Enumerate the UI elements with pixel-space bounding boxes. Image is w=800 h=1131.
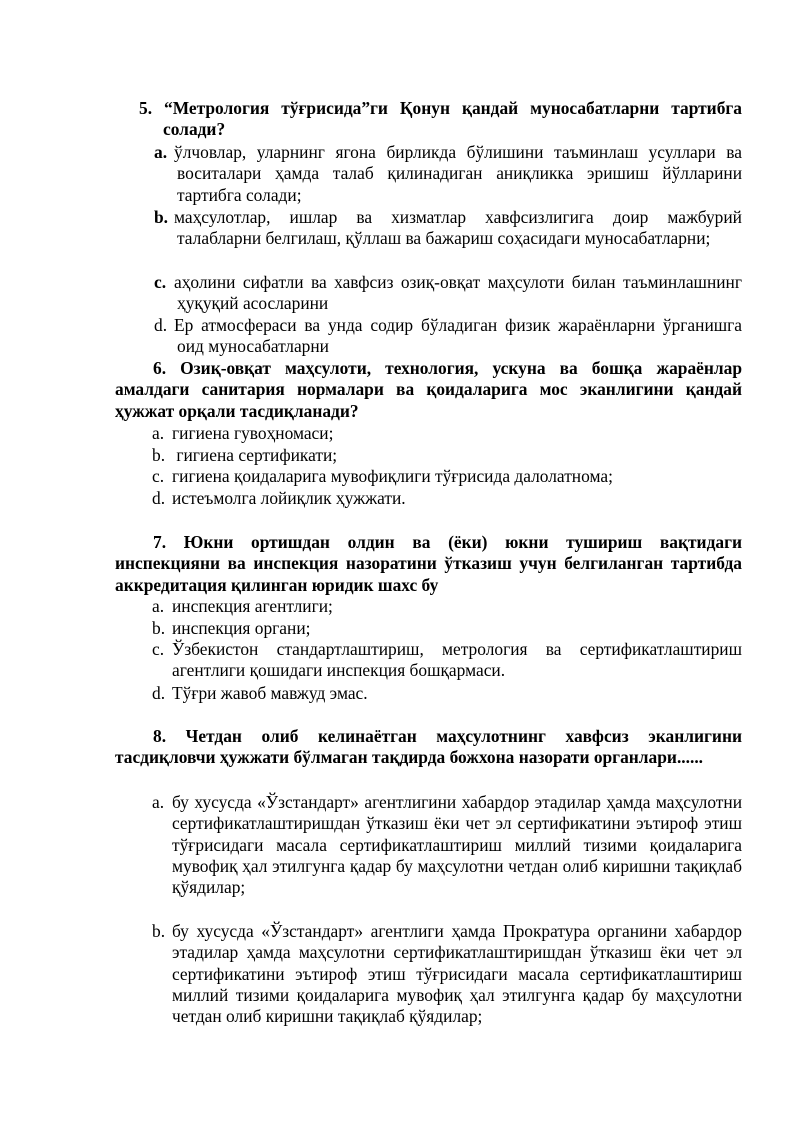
option-label: c. bbox=[152, 466, 165, 486]
question-number: 5. bbox=[139, 98, 153, 118]
question-8 bbox=[115, 726, 742, 769]
option-7c bbox=[152, 639, 742, 682]
option-label: a. bbox=[152, 423, 165, 443]
option-label: a. bbox=[152, 792, 165, 812]
option-text: инспекция агентлиги; bbox=[172, 596, 333, 616]
option-8a bbox=[152, 792, 742, 898]
question-number: 6. bbox=[153, 358, 167, 378]
question-number: 7. bbox=[153, 532, 167, 552]
question-text: Четдан олиб келинаётган маҳсулотнинг хавфсиз эканлигини тасдиқловчи ҳужжати бўлмаган тақдирда божхона назорати органлари...... bbox=[115, 726, 742, 768]
option-6b bbox=[152, 445, 742, 466]
option-label: c. bbox=[154, 272, 167, 292]
option-6d bbox=[152, 488, 742, 509]
question-6 bbox=[115, 358, 742, 422]
option-text: бу хусусда «Ўзстандарт» агентлиги ҳамда Прократура органини хабардор этадилар ҳамда маҳсулотни сертификатлаштиришдан ўтказиш ёки чет эл сертификатини эътироф этиш тўғрисидаги масала сертификатлаштириш миллий тизими қоидаларига мувофиқ ҳал этилгунга қадар бу маҳсулотни четдан олиб киришни тақиқлаб қўядилар; bbox=[172, 921, 742, 1027]
question-number: 8. bbox=[153, 726, 167, 746]
question-text: “Метрология тўғрисида”ги Қонун қандай муносабатларни тартибга солади? bbox=[163, 98, 742, 140]
option-5d bbox=[154, 315, 742, 358]
question-text: Озиқ-овқат маҳсулоти, технология, ускуна ва бошқа жараёнлар амалдаги санитария нормалари ва қоидаларига мос эканлигини қандай ҳужжат орқали тасдиқланади? bbox=[115, 358, 743, 421]
option-label: b. bbox=[152, 445, 166, 465]
option-7a bbox=[152, 596, 742, 617]
option-text: ўлчовлар, уларнинг ягона бирликда бўлишини таъминлаш усуллари ва воситалари ҳамда талаб қилинадиган аниқликка эришиш йўлларини тартибга солади; bbox=[174, 142, 742, 205]
option-label: b. bbox=[152, 921, 166, 941]
option-text: Тўғри жавоб мавжуд эмас. bbox=[172, 683, 368, 703]
option-text: Ўзбекистон стандартлаштириш, метрология ва сертификатлаштириш агентлиги қошидаги инспекция бошқармаси. bbox=[172, 639, 742, 681]
option-text: Ер атмосфераси ва унда содир бўладиган физик жараёнларни ўрганишга оид муносабатларни bbox=[174, 315, 742, 357]
option-label: b. bbox=[154, 207, 169, 227]
question-text: Юкни ортишдан олдин ва (ёки) юкни тушириш вақтидаги инспекцияни ва инспекция назоратини ўтказиш учун белгиланган тартибда аккредитация қилинган юридик шахс бу bbox=[115, 532, 742, 595]
option-5b bbox=[154, 207, 742, 250]
option-text: гигиена сертификати; bbox=[172, 445, 338, 465]
option-7b bbox=[152, 618, 742, 639]
option-7d bbox=[152, 683, 742, 704]
option-text: бу хусусда «Ўзстандарт» агентлигини хабардор этадилар ҳамда маҳсулотни сертификатлаштиришдан ўтказиш ёки чет эл сертификатини эътироф этиш тўғрисидаги масала сертификатлаштириш миллий тизими қоидаларига мувофиқ ҳал этилгунга қадар бу маҳсулотни четдан олиб киришни тақиқлаб қўядилар; bbox=[172, 792, 742, 898]
option-text: гигиена қоидаларига мувофиқлиги тўғрисида далолатнома; bbox=[172, 466, 613, 486]
option-5c bbox=[154, 272, 742, 315]
option-text: маҳсулотлар, ишлар ва хизматлар хавфсизлигига доир мажбурий талабларни белгилаш, қўллаш ва бажариш соҳасидаги муносабатларни; bbox=[174, 207, 742, 249]
option-5a bbox=[154, 142, 742, 206]
option-8b bbox=[152, 921, 742, 1027]
option-label: c. bbox=[152, 639, 165, 659]
option-label: d. bbox=[152, 488, 166, 508]
question-7 bbox=[115, 532, 742, 596]
option-6a bbox=[152, 423, 742, 444]
option-6c bbox=[152, 466, 742, 487]
option-label: d. bbox=[154, 315, 168, 335]
option-label: a. bbox=[152, 596, 165, 616]
question-5 bbox=[139, 98, 742, 141]
option-text: истеъмолга лойиқлик ҳужжати. bbox=[172, 488, 406, 508]
option-label: b. bbox=[152, 618, 166, 638]
option-text: инспекция органи; bbox=[172, 618, 311, 638]
option-label: d. bbox=[152, 683, 166, 703]
option-text: аҳолини сифатли ва хавфсиз озиқ-овқат маҳсулоти билан таъминлашнинг ҳуқуқий асосларини bbox=[174, 272, 742, 314]
option-label: a. bbox=[154, 142, 168, 162]
option-text: гигиена гувоҳномаси; bbox=[172, 423, 334, 443]
